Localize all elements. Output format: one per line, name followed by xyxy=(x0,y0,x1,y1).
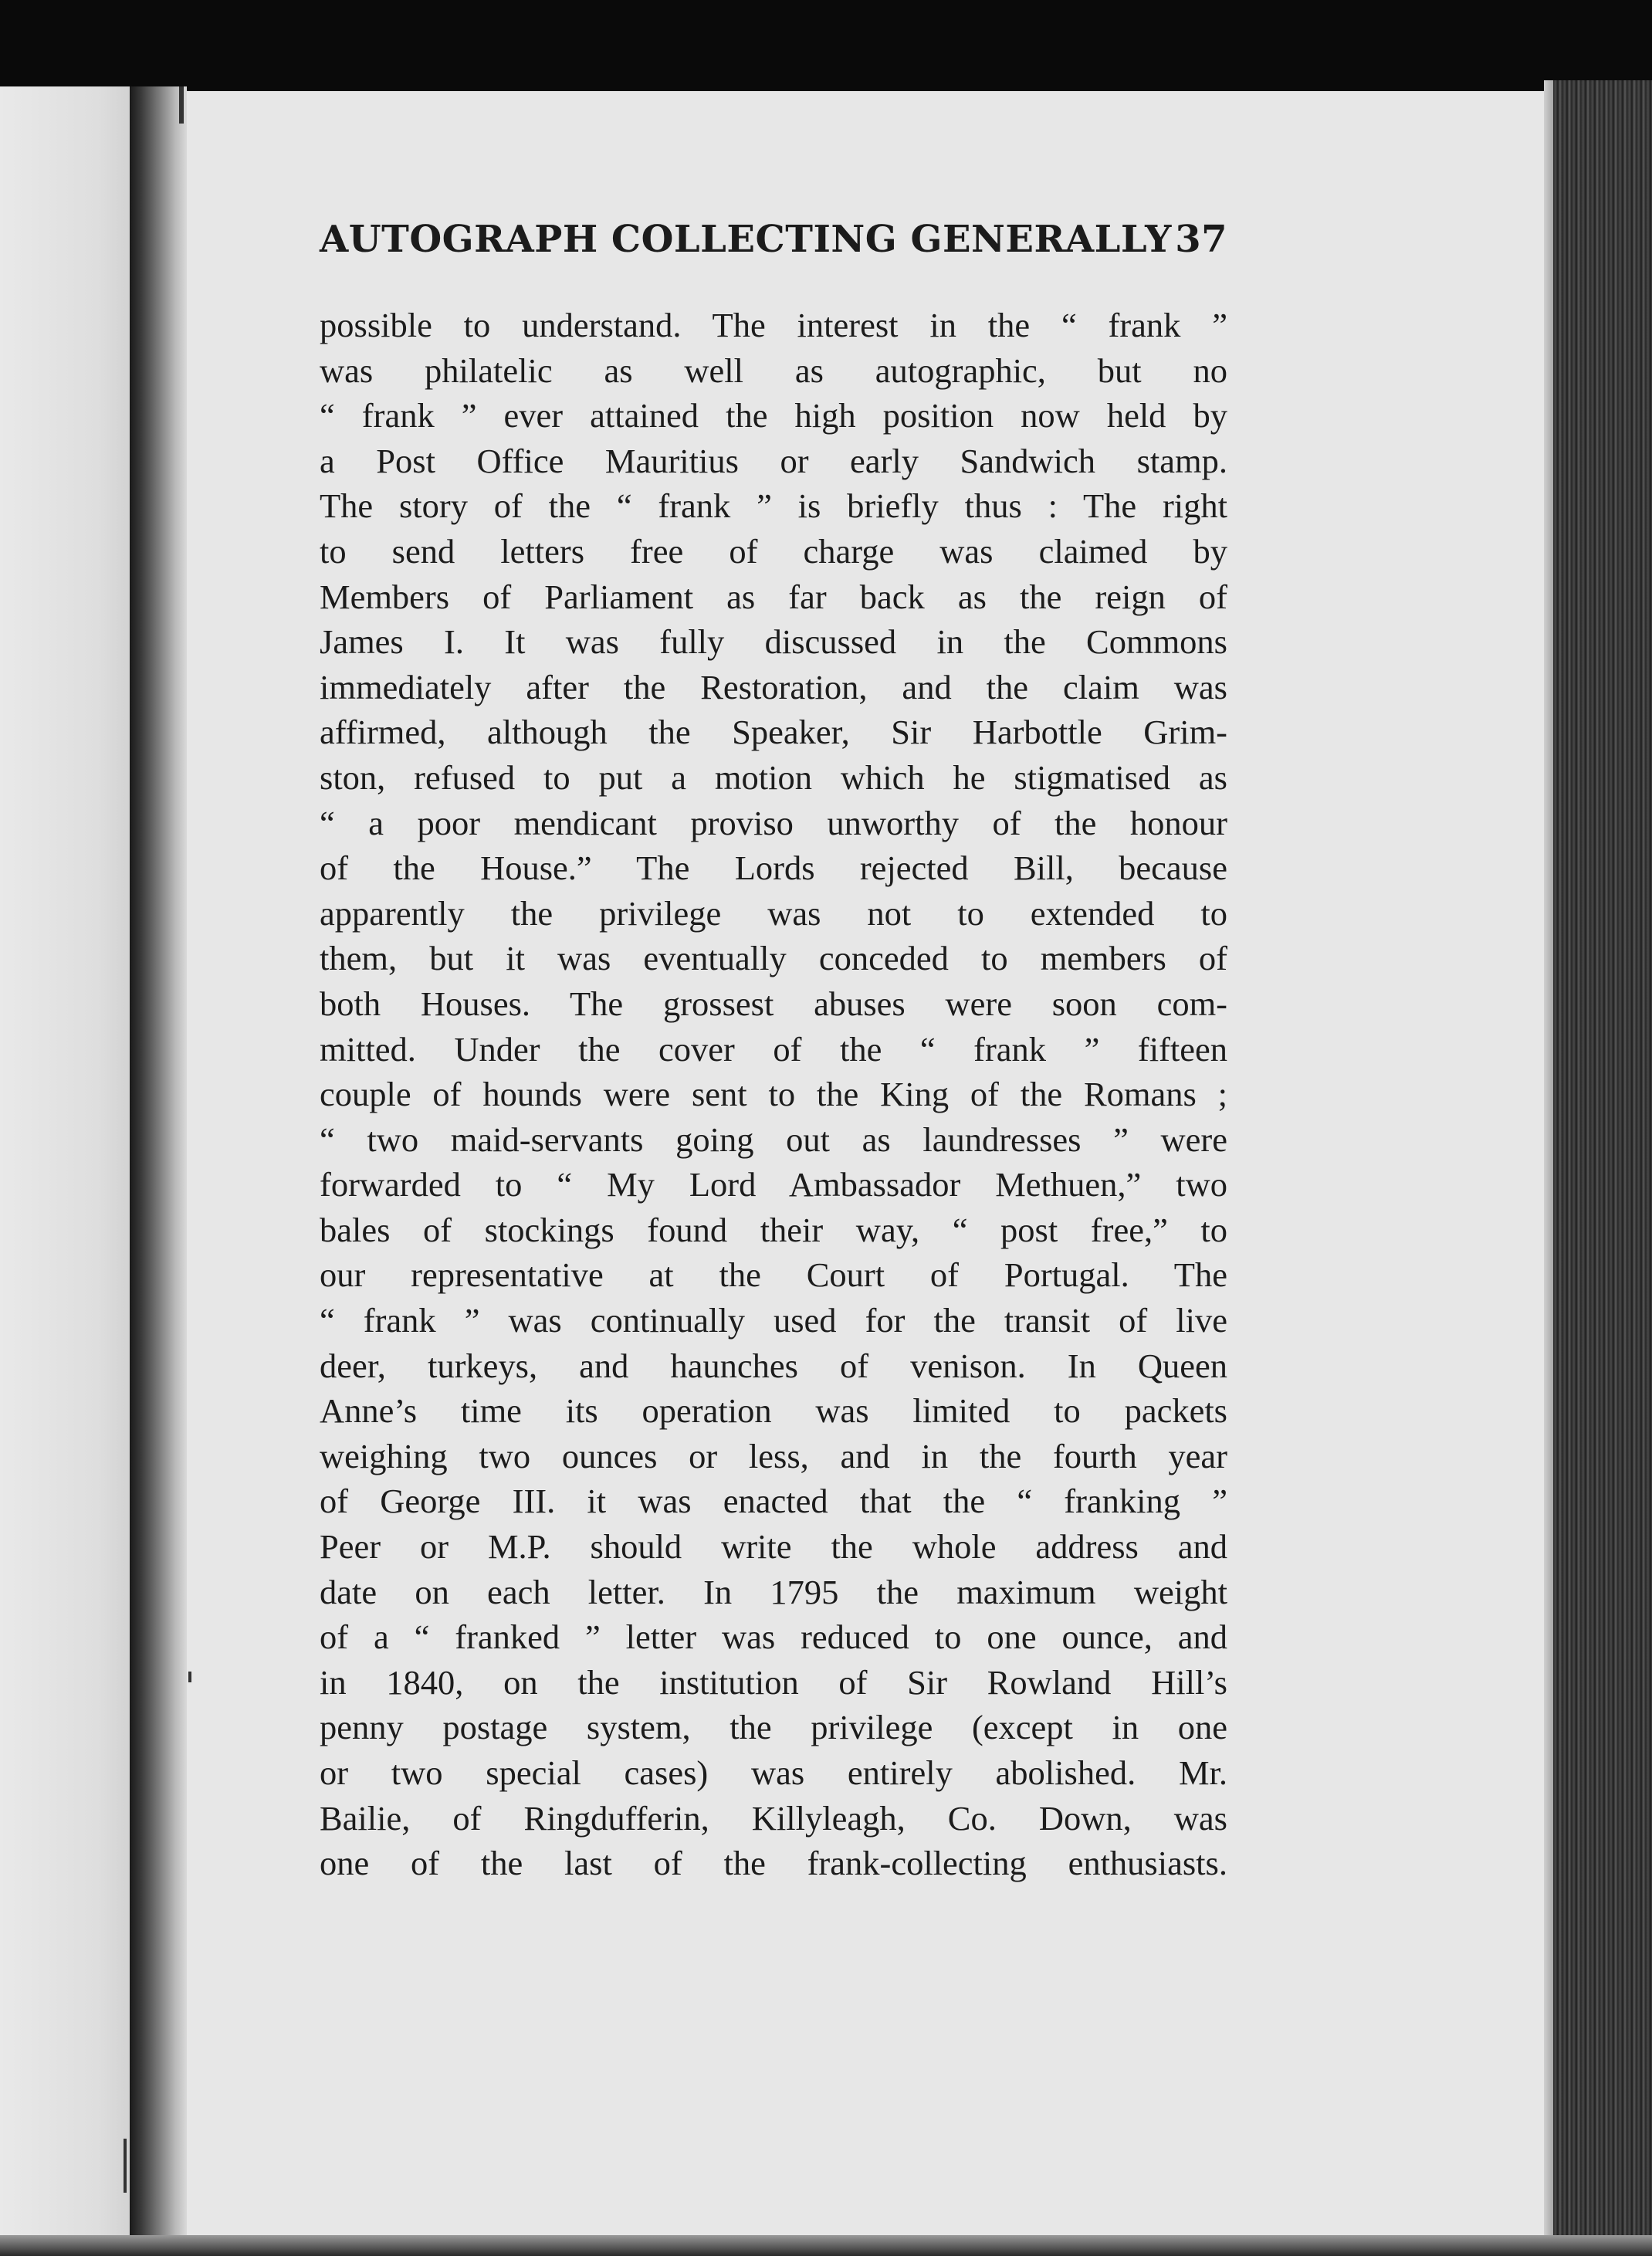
text-line: forwarded to “ My Lord Ambassador Methuen,” two xyxy=(320,1165,1227,1204)
top-shadow xyxy=(0,0,1652,93)
scan-mark xyxy=(188,1672,191,1682)
body-text xyxy=(320,303,1227,1886)
text-line: or two special cases) was entirely abolished. Mr. xyxy=(320,1753,1227,1792)
running-head xyxy=(320,218,1227,261)
facing-page-edge xyxy=(0,86,139,2256)
text-line: of George III. it was enacted that the “ franking ” xyxy=(320,1482,1227,1521)
text-line: Anne’s time its operation was limited to packets xyxy=(320,1391,1227,1431)
running-head-title: AUTOGRAPH COLLECTING GENERALLY xyxy=(320,218,1172,261)
text-line: of a “ franked ” letter was reduced to one ounce, and xyxy=(320,1617,1227,1657)
text-line: “ a poor mendicant proviso unworthy of the honour xyxy=(320,803,1227,842)
text-line: The story of the “ frank ” is briefly thus : The right xyxy=(320,486,1227,526)
text-line: affirmed, although the Speaker, Sir Harbottle Grim- xyxy=(320,713,1227,752)
text-line: “ frank ” was continually used for the transit of live xyxy=(320,1301,1227,1340)
text-line: date on each letter. In 1795 the maximum weight xyxy=(320,1572,1227,1611)
page-stack-edge xyxy=(1553,80,1652,2256)
text-line: a Post Office Mauritius or early Sandwich stamp. xyxy=(320,441,1227,480)
text-line: weighing two ounces or less, and in the fourth year xyxy=(320,1436,1227,1475)
text-line: apparently the privilege was not to extended to xyxy=(320,893,1227,933)
text-line: was philatelic as well as autographic, but no xyxy=(320,351,1227,390)
text-line: “ frank ” ever attained the high position now held by xyxy=(320,396,1227,435)
text-line: “ two maid-servants going out as laundresses ” were xyxy=(320,1120,1227,1159)
text-line: of the House.” The Lords rejected Bill, because xyxy=(320,849,1227,888)
text-line: immediately after the Restoration, and the claim was xyxy=(320,667,1227,706)
text-line: Members of Parliament as far back as the reign of xyxy=(320,577,1227,616)
text-line: possible to understand. The interest in the “ frank ” xyxy=(320,306,1227,344)
scan-mark xyxy=(124,2139,127,2193)
scan-mark xyxy=(179,86,184,124)
text-line: one of the last of the frank-collecting enthusiasts. xyxy=(320,1844,1227,1883)
text-line: them, but it was eventually conceded to members of xyxy=(320,939,1227,978)
bottom-shadow xyxy=(0,2235,1652,2256)
text-line: mitted. Under the cover of the “ frank ” fifteen xyxy=(320,1029,1227,1069)
text-line: Peer or M.P. should write the whole address and xyxy=(320,1527,1227,1567)
text-line: Bailie, of Ringdufferin, Killyleagh, Co. Down, was xyxy=(320,1798,1227,1838)
text-line: couple of hounds were sent to the King of the Romans ; xyxy=(320,1075,1227,1114)
page-gutter xyxy=(130,86,187,2256)
text-line: our representative at the Court of Portugal. The xyxy=(320,1255,1227,1295)
text-line: bales of stockings found their way, “ post free,” to xyxy=(320,1210,1227,1249)
text-line: penny postage system, the privilege (except in one xyxy=(320,1708,1227,1747)
text-line: in 1840, on the institution of Sir Rowland Hill’s xyxy=(320,1662,1227,1702)
text-line: deer, turkeys, and haunches of venison. In Queen xyxy=(320,1346,1227,1385)
text-line: ston, refused to put a motion which he stigmatised as xyxy=(320,757,1227,797)
text-line: to send letters free of charge was claimed by xyxy=(320,531,1227,571)
text-line: James I. It was fully discussed in the Commons xyxy=(320,622,1227,662)
page-number: 37 xyxy=(1175,218,1227,261)
text-line: both Houses. The grossest abuses were soon com- xyxy=(320,984,1227,1023)
